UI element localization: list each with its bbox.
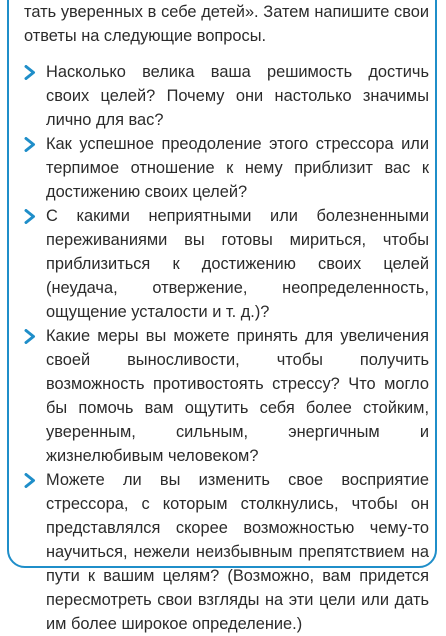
chevron-right-icon <box>24 137 36 152</box>
question-item <box>24 60 429 132</box>
exercise-text <box>24 0 429 636</box>
question-text: Насколько велика ваша решимость достичь своих целей? Почему они настолько значимы лично для вас? <box>46 63 429 129</box>
chevron-right-icon <box>24 473 36 488</box>
question-item <box>24 132 429 204</box>
question-item <box>24 468 429 636</box>
question-text: С какими неприятными или болезненными переживаниями вы готовы мириться, чтобы приблизиться к достижению своих целей (неудача, отвержение, неопределенность, ощущение усталости и т. д.)? <box>46 207 429 321</box>
question-item <box>24 204 429 324</box>
chevron-right-icon <box>24 329 36 344</box>
question-text: Как успешное преодоление этого стрессора или терпимое отношение к нему приблизит вас к достижению своих целей? <box>46 135 429 201</box>
chevron-right-icon <box>24 209 36 224</box>
chevron-right-icon <box>24 65 36 80</box>
question-item <box>24 324 429 468</box>
question-list <box>24 60 429 636</box>
intro-paragraph: тать уверенных в себе детей». Затем напишите свои ответы на следующие вопросы. <box>24 3 429 45</box>
question-text: Какие меры вы можете принять для увеличения своей выносливости, чтобы получить возможность противостоять стрессу? Что могло бы помочь вам ощутить себя более стойким, уверенным, сильным, энергичным и жизнелюбивым человеком? <box>46 327 429 465</box>
question-text: Можете ли вы изменить свое восприятие стрессора, с которым столкнулись, чтобы он представлялся скорее возможностью чему-то научиться, нежели неизбывным препятствием на пути к вашим целям? (Возможно, вам придется пересмотреть свои взгляды на эти цели или дать им более широкое определение.) <box>46 471 429 633</box>
